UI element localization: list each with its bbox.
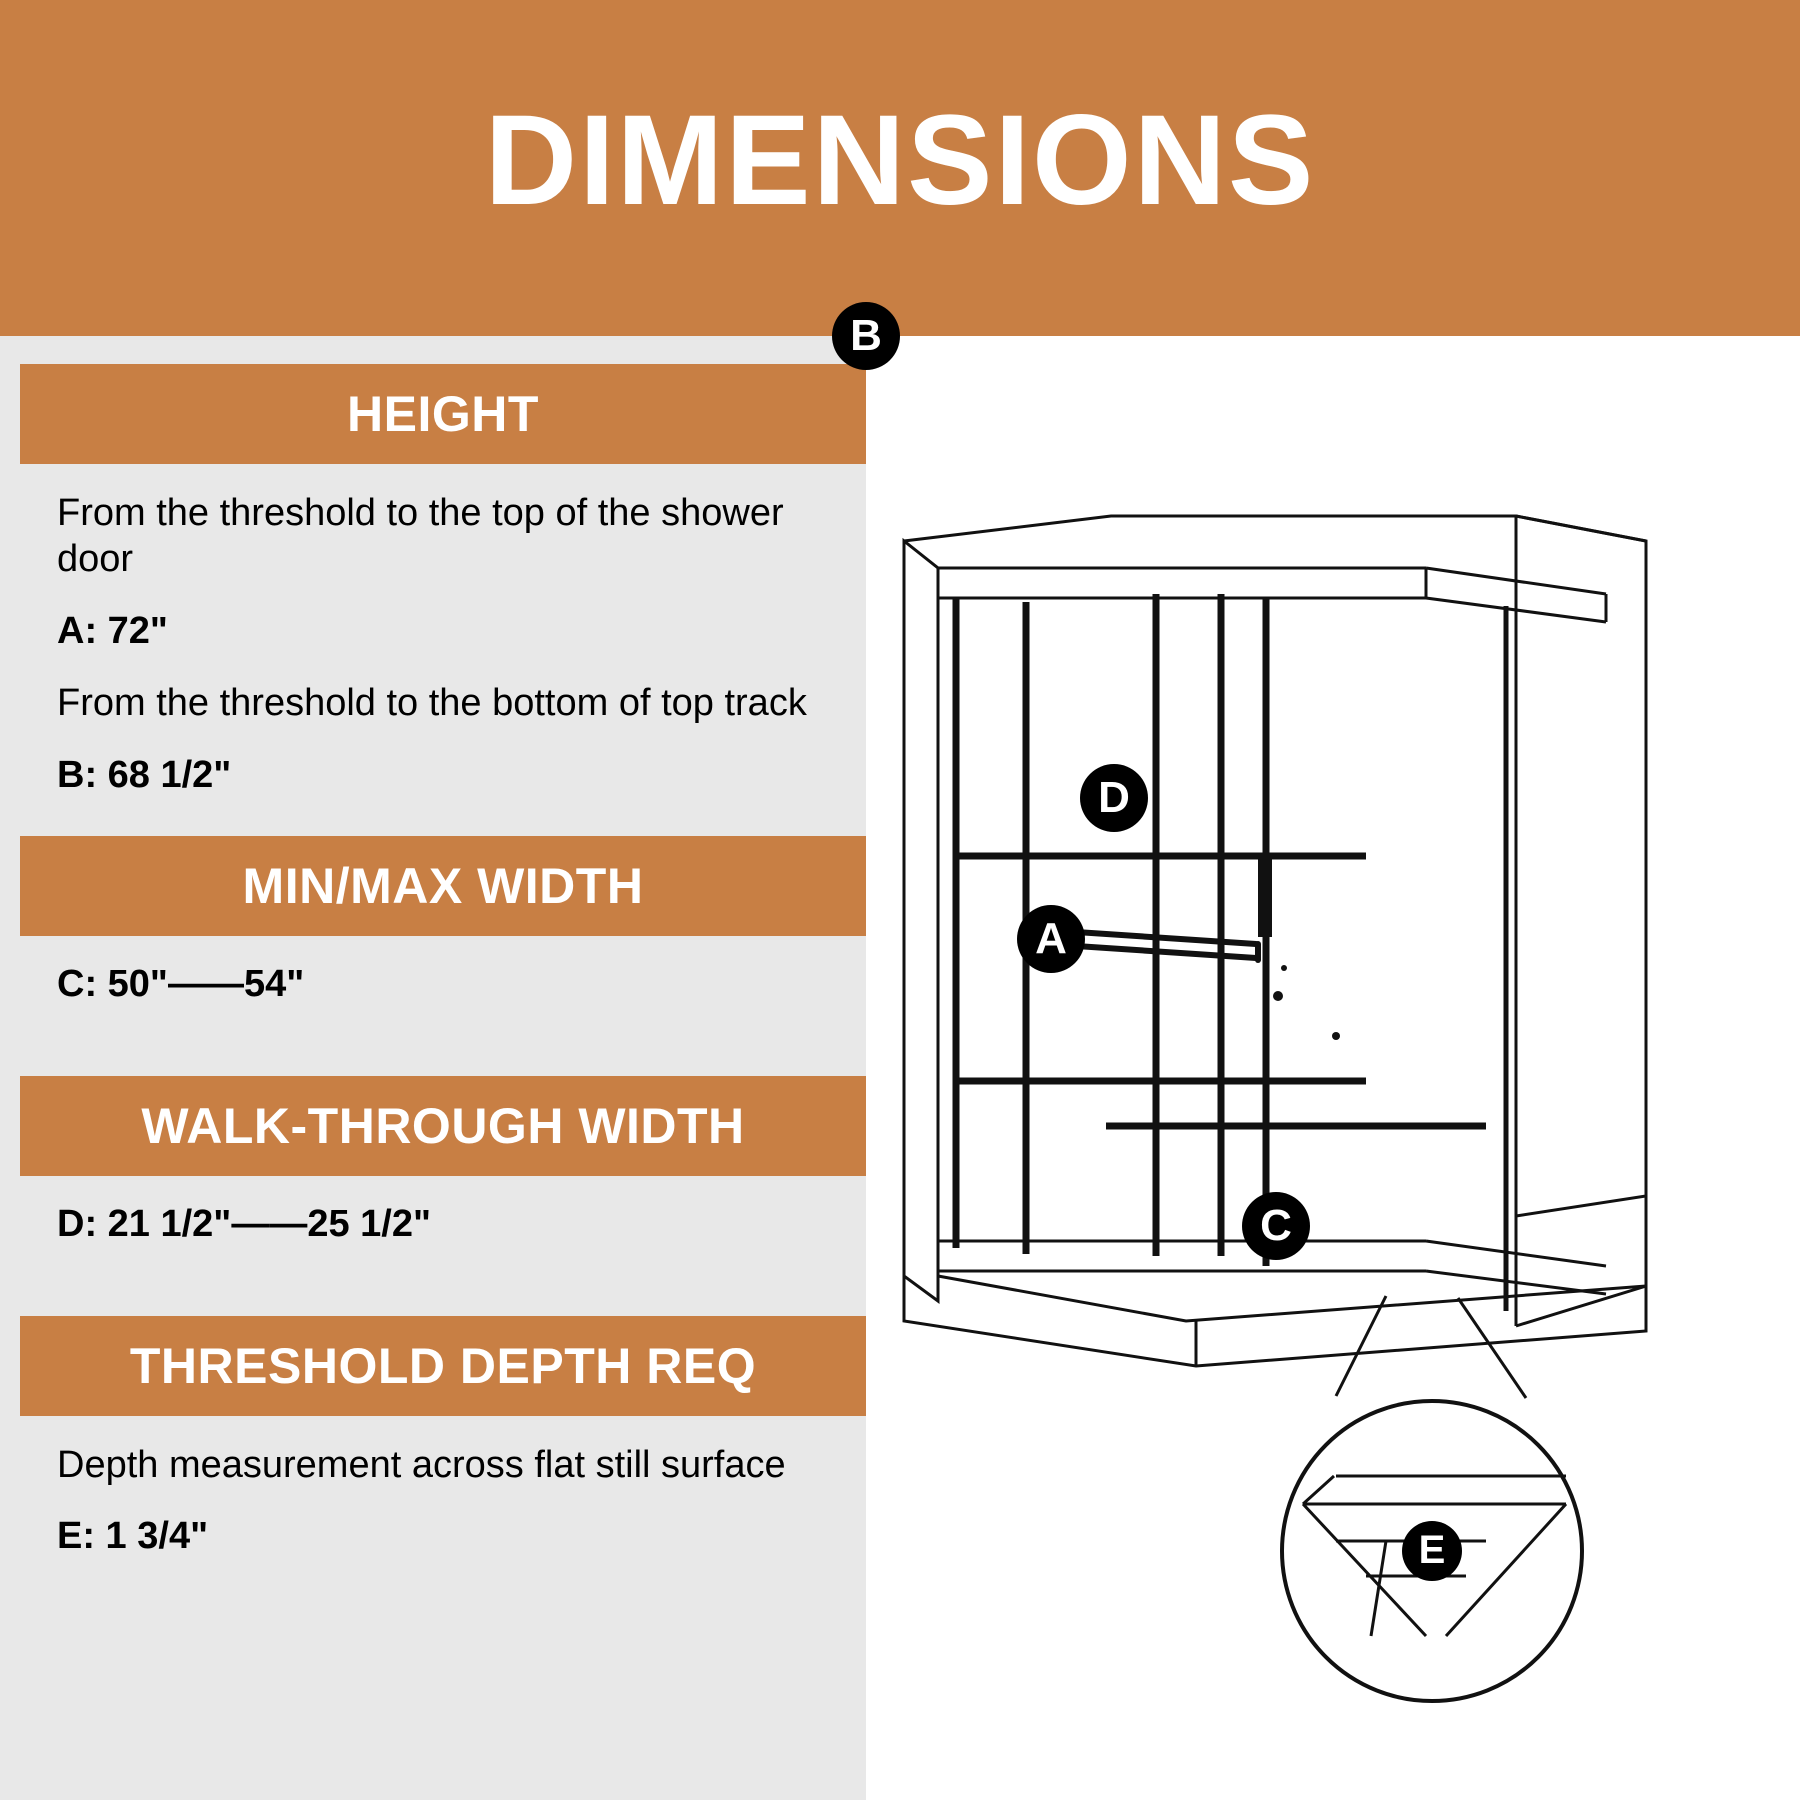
svg-text:C: C [1260,1201,1292,1250]
section-min-max-width [0,836,866,1008]
section-header-walk-through-width-label: WALK-THROUGH WIDTH [141,1098,745,1154]
walk-through-width-value-d: D: 21 1/2"——25 1/2" [57,1203,431,1245]
threshold-depth-value-e: E: 1 3/4" [57,1515,209,1558]
threshold-depth-desc: Depth measurement across flat still surface [57,1444,786,1486]
callout-e [1402,1521,1462,1581]
height-value-b: B: 68 1/2" [57,753,232,796]
shower-door-illustration [850,311,1800,1800]
section-header-min-max-width-label: MIN/MAX WIDTH [242,858,644,914]
section-walk-through-width [0,1076,866,1248]
svg-text:E: E [1418,1528,1446,1572]
height-desc-2: From the threshold to the bottom of top track [57,682,807,725]
callout-b [832,302,900,370]
specifications-panel [0,336,866,1800]
svg-text:B: B [850,311,882,360]
section-height [0,364,866,798]
section-header-threshold-depth-label: THRESHOLD DEPTH REQ [129,1338,757,1394]
height-desc-1: From the threshold to the top of the shower door [57,492,784,581]
callout-a [1017,905,1085,973]
section-header-threshold-depth [20,1316,866,1416]
section-header-min-max-width [20,836,866,936]
callout-d [1080,764,1148,832]
section-header-walk-through-width [20,1076,866,1176]
section-threshold-depth [0,1316,866,1560]
section-header-height [20,364,866,464]
header-banner [0,0,1800,336]
page-title: DIMENSIONS [484,89,1316,232]
height-value-a: A: 72" [57,609,168,652]
min-max-width-value-c: C: 50"——54" [57,963,305,1005]
callout-c [1242,1192,1310,1260]
section-header-height-label: HEIGHT [347,386,539,442]
svg-text:D: D [1098,773,1130,822]
svg-text:A: A [1035,914,1067,963]
